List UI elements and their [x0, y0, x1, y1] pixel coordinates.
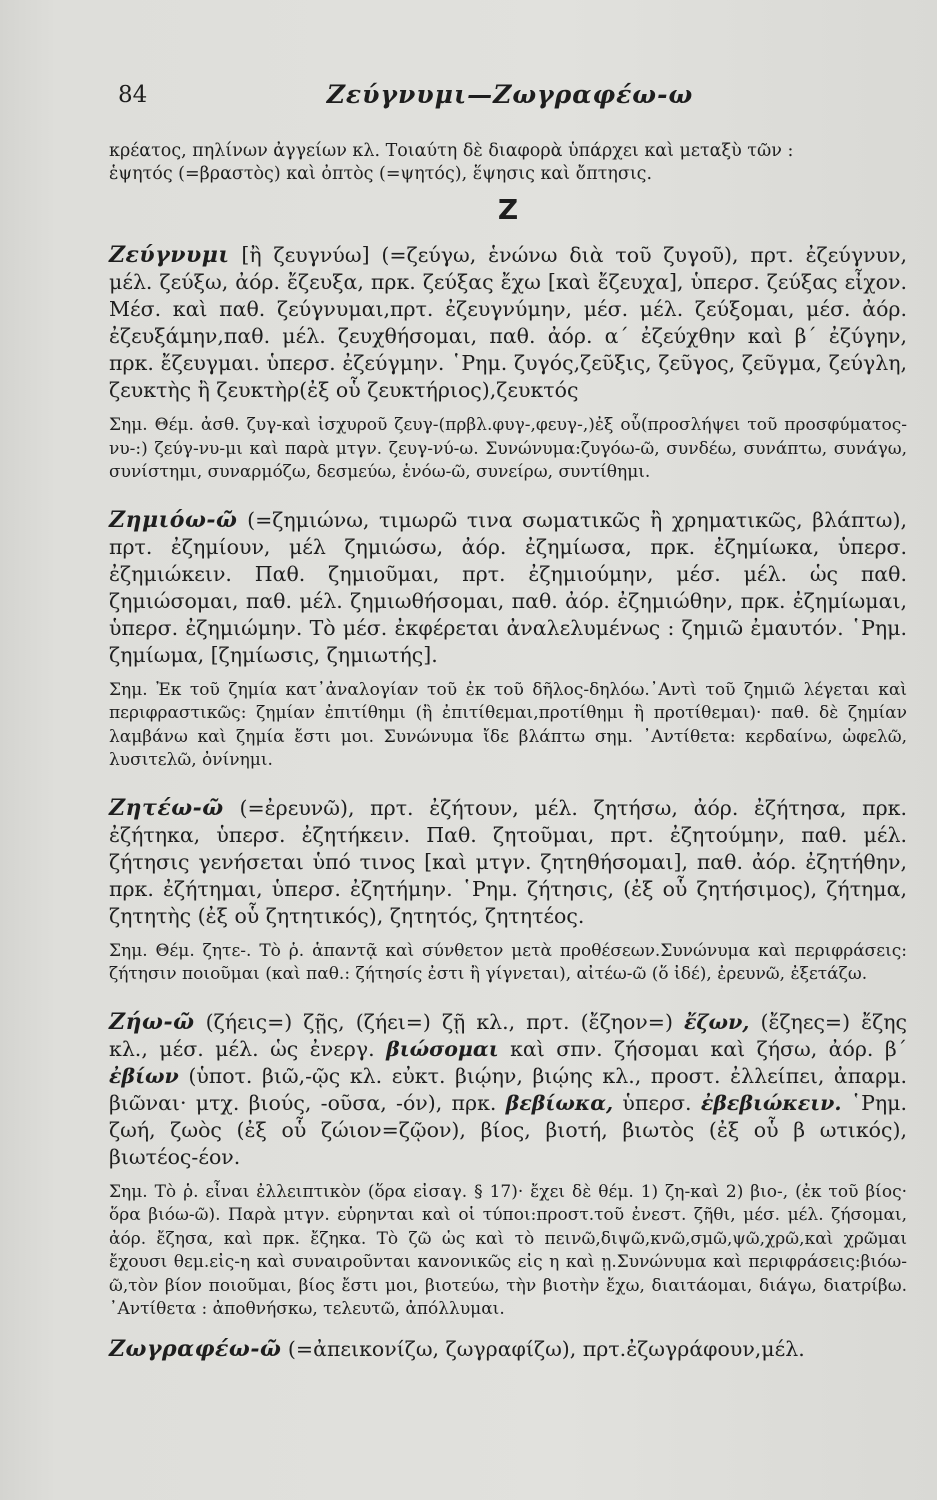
entry-text: καὶ σπν. ζήσομαι καὶ ζήσω, ἀόρ. β΄ — [498, 1036, 907, 1061]
entry-zeteo — [109, 795, 907, 930]
section-letter: Z — [497, 193, 519, 226]
headword: Ζωγραφέω-ῶ — [109, 1335, 282, 1362]
entry-text: (=ἐρευνῶ), πρτ. ἐζήτουν, μέλ. ζητήσω, ἀόρ. ἐζήτησα, πρκ. ἐζήτηκα, ὑπερσ. ἐζητήκειν. Παθ. ζητοῦμαι, πρτ. ἐζητούμην, παθ. μέλ. ζήτησις γενήσεται ὑπό τινος [καὶ μτγν. ζητηθήσομαι], παθ. ἀόρ. ἐζητήθην, πρκ. ἐζήτημαι, ὑπερσ. ἐζητήμην. ῾Ρημ. ζήτησις, (ἐξ οὗ ζητήσιμος), ζήτημα, ζητητὴς (ἐξ οὗ ζητητικός), ζητητός, ζητητέος. — [109, 795, 907, 928]
entry-note: Σημ. Ἐκ τοῦ ζημία κατ᾽ἀναλογίαν τοῦ ἐκ τοῦ δῆλος-δηλόω.᾽Αντὶ τοῦ ζημιῶ λέγεται καὶ περιφραστικῶς: ζημίαν ἐπιτίθημι (ἢ ἐπιτίθεμαι,προτίθημι ἢ προτίθεμαι)· παθ. δὲ ζημίαν λαμβάνω καὶ ζημία ἔστι μοι. Συνώνυμα ἴδε βλάπτω σημ. ᾽Αντίθετα: κερδαίνω, ὠφελῶ, λυσιτελῶ, ὀνίνημι. — [109, 679, 907, 770]
entry-note: Σημ. Θέμ. ἀσθ. ζυγ-καὶ ἰσχυροῦ ζευγ-(πρβλ.φυγ-,φευγ-,)ἐξ οὗ(προσλήψει τοῦ προσφύματος-νυ-:) ζεύγ-νυ-μι καὶ παρὰ μτγν. ζευγ-νύ-ω. Συνώνυμα:ζυγόω-ῶ, συνδέω, συνάπτω, συνάγω, συνίστημι, συναρμόζω, δεσμεύω, ἑνόω-ῶ, συνείρω, συντίθημι. — [109, 415, 907, 482]
entry-text: ῾Ρημ. ζωή, ζωὸς (ἐξ οὗ ζώιον=ζῷον), βίος, βιοτή, βιωτὸς (ἐξ οὗ β ωτικός), βιωτέος-έον. — [109, 1090, 908, 1169]
bold-form: βεβίωκα, — [505, 1090, 614, 1115]
running-head: Ζεύγνυμι—Ζωγραφέω-ω — [326, 80, 694, 109]
headword: Ζημιόω-ῶ — [109, 506, 238, 533]
entry-zeugnymi — [109, 242, 907, 404]
intro-line-1: κρέατος, πηλίνων ἀγγείων κλ. Τοιαύτη δὲ διαφορὰ ὑπάρχει καὶ μεταξὺ τῶν : — [109, 141, 794, 161]
bold-form: ἐβεβιώκειν. — [700, 1090, 842, 1115]
entry-zemioo — [109, 507, 907, 669]
headword: Ζεύγνυμι — [109, 242, 230, 268]
entry-text: (=ἀπεικονίζω, ζωγραφίζω), πρτ.ἐζωγράφουν,μέλ. — [281, 1336, 805, 1361]
entry-note: Σημ. Θέμ. ζητε-. Τὸ ῥ. ἁπαντᾷ καὶ σύνθετον μετὰ προθέσεων.Συνώνυμα καὶ περιφράσεις: ζήτησιν ποιοῦμαι (καὶ παθ.: ζήτησίς ἐστι ἢ γίγνεται), αἰτέω-ῶ (ὅ ἰδέ), ἐρευνῶ, ἐξετάζω. — [109, 940, 907, 984]
entry-zao — [109, 1009, 907, 1171]
page-header — [118, 80, 902, 116]
entry-text: (ἔζηες=) ἔζης κλ., μέσ. μέλ. ὡς ἐνεργ. — [109, 1009, 907, 1061]
entry-text: (ζήεις=) ζῇς, (ζήει=) ζῇ κλ., πρτ. (ἔζηον=) — [194, 1009, 684, 1034]
entry-text: ὑπερσ. — [613, 1090, 701, 1115]
headword: Ζητέω-ῶ — [109, 794, 224, 821]
entry-zographeo — [109, 1336, 907, 1363]
entry-text: [ἢ ζευγνύω] (=ζεύγω, ἑνώνω διὰ τοῦ ζυγοῦ), πρτ. ἐζεύγνυν, μέλ. ζεύξω, ἀόρ. ἔζευξα, πρκ. ζεύξας ἔχω [καὶ ἔζευχα], ὑπερσ. ζεύξας εἶχον. Μέσ. καὶ παθ. ζεύγνυμαι,πρτ. ἐζευγνύμην, μέσ. μέλ. ζεύξομαι, μέσ. ἀόρ. ἐζευξάμην,παθ. μέλ. ζευχθήσομαι, παθ. ἀόρ. α΄ ἐζεύχθην καὶ β΄ ἐζύγην, πρκ. ἔζευγμαι. ὑπερσ. ἐζεύγμην. ῾Ρημ. ζυγός,ζεῦξις, ζεῦγος, ζεῦγμα, ζεύγλη, ζευκτὴς ἢ ζευκτὴρ(ἐξ οὗ ζευκτήριος),ζευκτός — [109, 243, 907, 402]
bold-form: ἔζων, — [683, 1009, 750, 1034]
entry-text: (=ζημιώνω, τιμωρῶ τινα σωματικῶς ἢ χρηματικῶς, βλάπτω), πρτ. ἐζημίουν, μέλ ζημιώσω, ἀόρ. ἐζημίωσα, πρκ. ἐζημίωκα, ὑπερσ. ἐζημιώκειν. Παθ. ζημιοῦμαι, πρτ. ἐζημιούμην, μέσ. μέλ. ὡς παθ. ζημιώσομαι, παθ. μέλ. ζημιωθήσομαι, παθ. ἀόρ. ἐζημιώθην, πρκ. ἐζημίωμαι, ὑπερσ. ἐζημιώμην. Τὸ μέσ. ἐκφέρεται ἀναλελυμένως : ζημιῶ ἐμαυτόν. ῾Ρημ. ζημίωμα, [ζημίωσις, ζημιωτής]. — [109, 507, 907, 667]
bold-form: ἐβίων — [109, 1063, 179, 1088]
page-number: 84 — [118, 82, 148, 108]
bold-form: βιώσομαι — [386, 1036, 499, 1061]
page-content — [109, 140, 907, 1363]
intro-line-2: ἑψητός (=βραστὸς) καὶ ὀπτὸς (=ψητός), ἕψησις καὶ ὄπτησις. — [109, 164, 653, 184]
entry-note: Σημ. Τὸ ῥ. εἶναι ἐλλειπτικὸν (ὅρα εἰσαγ. § 17)· ἔχει δὲ θέμ. 1) ζη-καὶ 2) βιο-, (ἐκ τοῦ βίος· ὅρα βιόω-ῶ). Παρὰ μτγν. εὑρηνται καὶ οἱ τύποι:προστ.τοῦ ἐνεστ. ζῆθι, μέσ. μέλ. ζήσομαι, ἀόρ. ἔζησα, καὶ πρκ. ἔζηκα. Τὸ ζῶ ὡς καὶ τὸ πεινῶ,διψῶ,κνῶ,σμῶ,ψῶ,χρῶ,καὶ χρῶμαι ἔχουσι θεμ.εἰς-η καὶ συναιροῦνται κανονικῶς εἰς η καὶ ῃ.Συνώνυμα καὶ περιφράσεις:βιόω-ῶ,τὸν βίον ποιοῦμαι, βίος ἔστι μοι, βιοτεύω, τὴν βιοτὴν ἔχω, διαιτάομαι, διάγω, διατρίβω. ᾽Αντίθετα : ἀποθνήσκω, τελευτῶ, ἀπόλλυμαι. — [109, 1181, 907, 1319]
headword: Ζήω-ῶ — [109, 1008, 195, 1035]
entry-text: (ὑποτ. βιῶ,-ῷς κλ. εὐκτ. βιῴην, βιῴης κλ., προστ. ἐλλείπει, ἀπαρμ. βιῶναι· μτχ. βιούς, -οῦσα, -όν), πρκ. — [109, 1063, 907, 1115]
